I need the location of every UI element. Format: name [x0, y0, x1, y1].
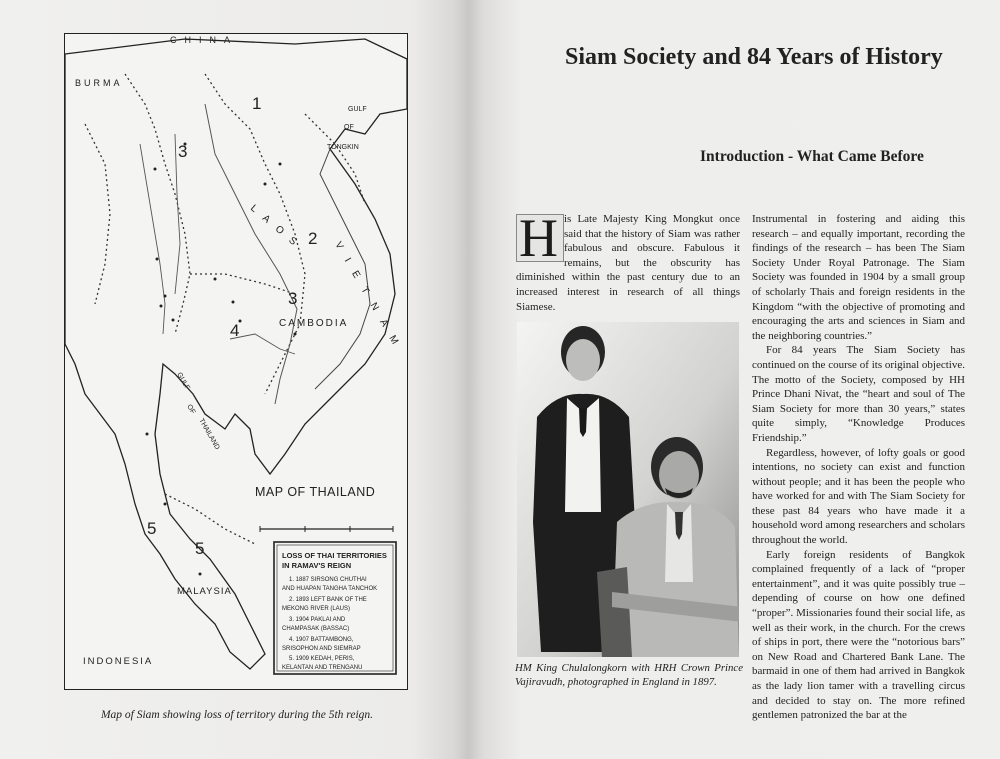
map-drawing: [65, 34, 407, 689]
svg-text:5: 5: [147, 519, 157, 538]
body-paragraph-3: Regardless, however, of lofty goals or good intentions, no society can exist and function without people; and it has been the people who have worked for and with The Siam Society for these past 84 years who have made it a household word among researchers and scholars throughout the world.: [752, 446, 965, 547]
svg-text:SRISOPHON AND SIEMRAP: SRISOPHON AND SIEMRAP: [282, 646, 361, 652]
map-label-malaysia: MALAYSIA: [177, 586, 232, 597]
svg-text:1. 1887 SIRSONG CHUTHAI: 1. 1887 SIRSONG CHUTHAI: [289, 577, 367, 583]
svg-text:LOSS OF THAI TERRITORIES: LOSS OF THAI TERRITORIES: [282, 551, 387, 560]
svg-text:TONGKIN: TONGKIN: [327, 144, 359, 151]
body-paragraph-2: For 84 years The Siam Society has continued on the course of its original objective. The motto of the Society, composed by HH Prince Dhani Nivat, the “heart and soul of The Siam Society for more than 30 years,” states quite simply, “Knowledge Produces Friendship.”: [752, 344, 965, 444]
svg-text:3: 3: [178, 142, 188, 161]
map-label-china: CHINA: [170, 35, 239, 45]
svg-text:MEKONG RIVER (LAUS): MEKONG RIVER (LAUS): [282, 606, 351, 612]
svg-text:3. 1904 PAKLAI AND: 3. 1904 PAKLAI AND: [289, 617, 346, 623]
svg-text:CHAMPASAK (BASSAC): CHAMPASAK (BASSAC): [282, 626, 350, 632]
map-of-thailand: [64, 33, 408, 690]
map-label-laos: LAOS: [248, 202, 307, 255]
section-subtitle: Introduction - What Came Before: [700, 148, 924, 165]
svg-text:5. 1909 KEDAH, PERIS,: 5. 1909 KEDAH, PERIS,: [289, 656, 355, 662]
map-label-indonesia: INDONESIA: [83, 656, 154, 667]
svg-text:2. 1893 LEFT BANK OF THE: 2. 1893 LEFT BANK OF THE: [289, 597, 367, 603]
text-column-1: [516, 208, 740, 314]
map-label-cambodia: CAMBODIA: [279, 318, 349, 329]
intro-paragraph: [516, 208, 740, 314]
svg-text:4. 1907 BATTAMBONG,: 4. 1907 BATTAMBONG,: [289, 637, 354, 643]
map-legend: [274, 542, 396, 674]
svg-text:1: 1: [252, 94, 262, 113]
svg-text:OF: OF: [344, 124, 354, 131]
text-column-2: [752, 212, 965, 723]
svg-text:AND HUAPAN TANGHA TANCHOK: AND HUAPAN TANGHA TANCHOK: [282, 586, 378, 592]
svg-text:IN RAMAV'S REIGN: IN RAMAV'S REIGN: [282, 561, 352, 570]
svg-text:GULF: GULF: [348, 106, 367, 113]
map-label-vietnam: VIETNAM: [332, 240, 407, 357]
svg-text:THAILAND: THAILAND: [197, 417, 221, 451]
svg-text:KELANTAN AND TRENGANU: KELANTAN AND TRENGANU: [282, 665, 363, 671]
svg-text:OF: OF: [185, 403, 197, 416]
map-title: MAP OF THAILAND: [255, 485, 376, 499]
svg-text:GULF: GULF: [175, 371, 191, 392]
intro-text: is Late Majesty King Mongkut once said that the history of Siam was rather fabulous and obscure. Fabulous it remains, but the obscurity has diminished within the past century due to an increased interest in research of all things Siamese.: [516, 213, 740, 313]
svg-text:2: 2: [308, 229, 318, 248]
photo-caption: HM King Chulalongkorn with HRH Crown Prince Vajiravudh, photographed in England in 1897.: [515, 662, 743, 688]
historical-photo: [517, 322, 739, 657]
map-caption: Map of Siam showing loss of territory during the 5th reign.: [100, 709, 374, 721]
left-page: [0, 0, 468, 759]
drop-cap: H: [516, 214, 564, 262]
page-title: Siam Society and 84 Years of History: [565, 44, 943, 70]
svg-text:5: 5: [195, 539, 205, 558]
body-paragraph-4: Early foreign residents of Bangkok complained frequently of a lack of “proper entertainment”, and it was quite possibly true – depending of course on how one defined “proper”. Missionaries found their social life, as well as their work, in the church. For the crews of ships in port, there were the “notorious bars” on New Road and Chartered Bank Lane. The barmaid in one of them had arrived in Bangkok as the lady lion tamer with a travelling circus and decided to stay on. The more refined gentlemen patronized the bar at the: [752, 548, 965, 722]
photo-illustration: [517, 322, 739, 657]
svg-text:4: 4: [230, 321, 240, 340]
body-paragraph-1: Instrumental in fostering and aiding this research – and equally important, recording the findings of the research – has been The Siam Society Under Royal Patronage. The Siam Society was founded in 1904 by a small group of scholarly Thais and foreign residents in the Kingdom “with the objective of promoting and encouraging the arts and sciences in Siam and the neighboring countries.”: [752, 213, 965, 342]
map-label-burma: BURMA: [75, 78, 123, 88]
svg-text:3: 3: [288, 289, 298, 308]
